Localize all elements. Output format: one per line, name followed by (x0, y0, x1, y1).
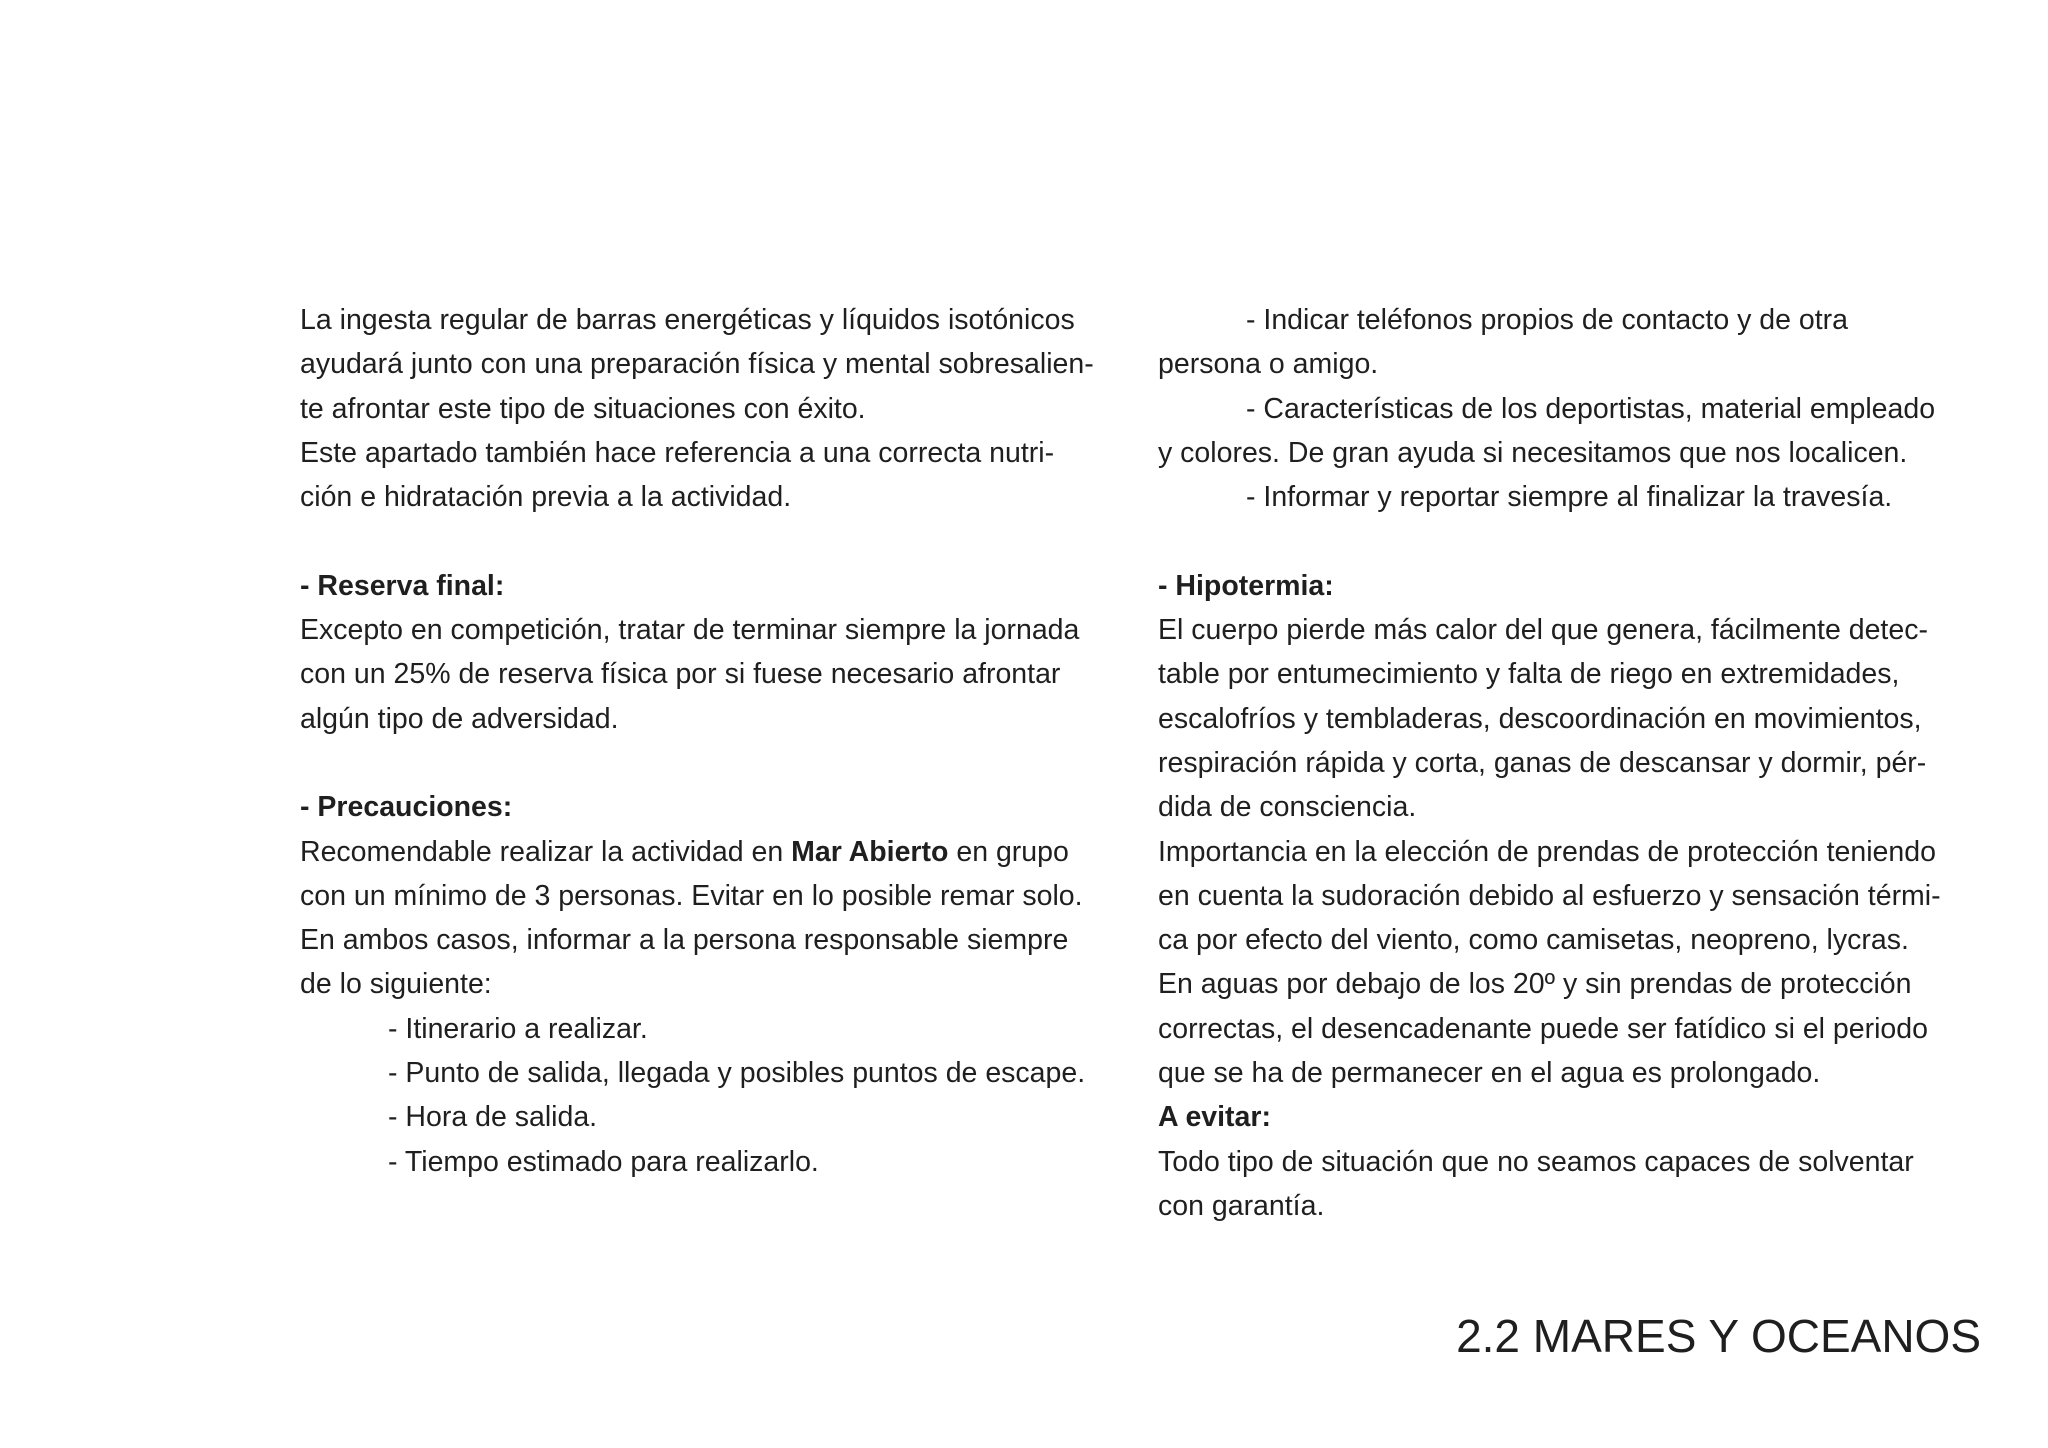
list-item-continuation: y colores. De gran ayuda si necesitamos que nos localicen. (1158, 436, 1908, 469)
list-item: - Características de los deportistas, material empleado (1246, 392, 1936, 425)
paragraph-line: correctas, el desencadenante puede ser fatídico si el periodo (1158, 1012, 1928, 1045)
mar-abierto-emphasis: Mar Abierto (791, 835, 949, 868)
spacer (1158, 519, 1988, 563)
paragraph-line: dida de consciencia. (1158, 791, 1417, 824)
paragraph-line: te afrontar este tipo de situaciones con éxito. (300, 392, 866, 425)
paragraph-line (300, 830, 1130, 874)
paragraph-line: El cuerpo pierde más calor del que genera, fácilmente detec- (1158, 614, 1928, 647)
paragraph-line: en cuenta la sudoración debido al esfuerzo y sensación térmi- (1158, 879, 1941, 912)
paragraph-line: con un 25% de reserva física por si fuese necesario afrontar (300, 658, 1061, 691)
paragraph-line: ción e hidratación previa a la actividad. (300, 481, 792, 514)
list-item: - Indicar teléfonos propios de contacto y de otra (1246, 304, 1849, 336)
list-item: - Tiempo estimado para realizarlo. (388, 1145, 819, 1178)
left-column (300, 298, 1130, 1184)
reserva-final-heading: - Reserva final: (300, 569, 505, 602)
paragraph-line: con un mínimo de 3 personas. Evitar en lo posible remar solo. (300, 879, 1083, 912)
paragraph-line: Importancia en la elección de prendas de protección teniendo (1158, 835, 1936, 868)
spacer (300, 741, 1130, 785)
paragraph-line: ayudará junto con una preparación física y mental sobresalien- (300, 348, 1094, 381)
list-item: - Informar y reportar siempre al finalizar la travesía. (1246, 481, 1893, 514)
right-column (1158, 298, 1988, 1228)
list-item: - Punto de salida, llegada y posibles puntos de escape. (388, 1057, 1086, 1090)
paragraph-line: Todo tipo de situación que no seamos capaces de solventar (1158, 1145, 1914, 1178)
paragraph-line: table por entumecimiento y falta de riego en extremidades, (1158, 658, 1900, 691)
paragraph-line: En ambos casos, informar a la persona responsable siempre (300, 924, 1069, 957)
paragraph-line: que se ha de permanecer en el agua es prolongado. (1158, 1057, 1821, 1090)
list-item-continuation: persona o amigo. (1158, 348, 1379, 381)
section-title: 2.2 MARES Y OCEANOS (1456, 1310, 1981, 1362)
hipotermia-heading: - Hipotermia: (1158, 569, 1334, 602)
paragraph-line: En aguas por debajo de los 20º y sin prendas de protección (1158, 968, 1912, 1001)
spacer (300, 519, 1130, 563)
paragraph-line: algún tipo de adversidad. (300, 702, 619, 735)
paragraph-line: con garantía. (1158, 1189, 1325, 1222)
paragraph-line: La ingesta regular de barras energéticas y líquidos isotónicos (300, 304, 1075, 336)
paragraph-line: de lo siguiente: (300, 968, 492, 1001)
paragraph-line: Excepto en competición, tratar de terminar siempre la jornada (300, 614, 1080, 647)
precauciones-heading: - Precauciones: (300, 791, 513, 824)
a-evitar-heading: A evitar: (1158, 1101, 1271, 1134)
list-item: - Itinerario a realizar. (388, 1012, 648, 1045)
list-item: - Hora de salida. (388, 1101, 598, 1134)
paragraph-line: Este apartado también hace referencia a una correcta nutri- (300, 436, 1055, 469)
text-run: Recomendable realizar la actividad en (300, 835, 792, 868)
paragraph-line: respiración rápida y corta, ganas de descansar y dormir, pér- (1158, 746, 1927, 779)
text-run: en grupo (948, 835, 1069, 868)
paragraph-line: ca por efecto del viento, como camisetas, neopreno, lycras. (1158, 924, 1909, 957)
paragraph-line: escalofríos y tembladeras, descoordinación en movimientos, (1158, 702, 1922, 735)
